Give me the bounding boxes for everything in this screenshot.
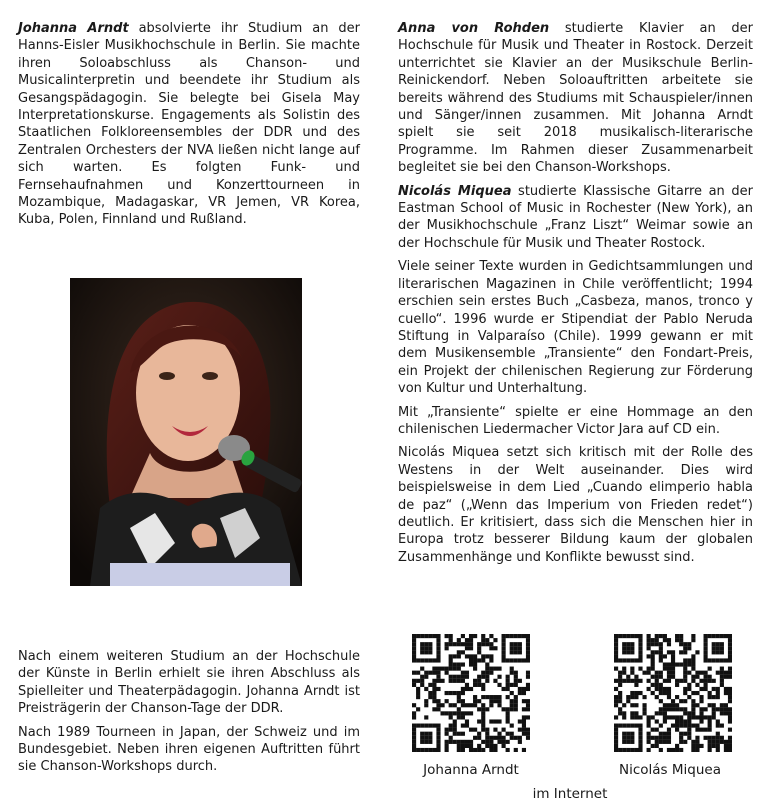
qr-caption-johanna: Johanna Arndt	[423, 762, 519, 778]
qr-code-johanna[interactable]	[412, 634, 530, 752]
paragraph	[398, 20, 753, 177]
qr-caption-internet: im Internet	[532, 786, 608, 802]
singer-photo-illustration	[70, 278, 302, 586]
paragraph: Viele seiner Texte wurden in Gedichtsammlungen und literarischen Magazinen in Chile veröffentlicht; 1994 erschien sein erstes Buch „Casbeza, manos, tronco y cuello“. 1996 wurde er Stipendiat der Pablo Neruda Stiftung in Valparaíso (Chile). 1999 gewann er mit dem Musikensemble „Transiente“ den Fondart-Preis, ein Projekt der chilenischen Regierung zur Förderung von Kultur und Unterhaltung.	[398, 259, 753, 397]
paragraph: Nach einem weiteren Studium an der Hochschule der Künste in Berlin erhielt sie ihren Abschluss als Spielleiter und Theaterpädagogin. Johanna Arndt ist Preisträgerin der Chanson-Tage der DDR.	[18, 649, 360, 717]
paragraph: Mit „Transiente“ spielte er eine Hommage an den chilenischen Liedermacher Victor Jara auf CD ein.	[398, 404, 753, 437]
person-name: Johanna Arndt	[18, 21, 129, 36]
person-name: Nicolás Miquea	[398, 183, 512, 199]
biography-musicians	[398, 20, 753, 572]
biography-johanna-intro	[18, 20, 360, 235]
qr-caption-nicolas: Nicolás Miquea	[619, 762, 721, 778]
paragraph: Nach 1989 Tourneen in Japan, der Schweiz und im Bundesgebiet. Neben ihren eigenen Auftritten führt sie Chanson-Workshops durch.	[18, 724, 360, 775]
paragraph-text: studierte Klavier an der Hochschule für Musik und Theater in Rostock. Derzeit unterrichtet sie Klavier an der Musikschule Berlin-Reinickendorf. Neben Soloauftritten arbeitete sie bereits während des Studiums mit Schauspieler/innen und Sänger/innen zusammen. Mit Johanna Arndt spielt sie seit 2018 musikalisch-literarische Programme. Im Rahmen dieser Zusammenarbeit begleitet sie bei den Chanson-Workshops.	[398, 21, 753, 176]
paragraph: Nicolás Miquea setzt sich kritisch mit der Rolle des Westens in der Welt auseinander. Dies wird beispielsweise in dem Lied „Cuando elimperio habla de paz“ („Wenn das Imperium von Frieden redet“) deutlich. Er kritisiert, dass sich die Menschen hier in Europa trotz besserer Bildung kaum der globalen Zusammenhänge und Konflikte bewusst sind.	[398, 445, 753, 565]
paragraph-text: absolvierte ihr Studium an der Hanns-Eisler Musikhochschule in Berlin. Sie machte ihren Soloabschluss als Chanson- und Musicalinterpretin und beendete ihr Studium als Gesangspädagogin. Sie belegte bei Gisela May Interpretationskurse. Engagements als Solistin des Staatlichen Folkloreensembles der DDR und des Zentralen Orchesters der NVA ließen nicht lange auf sich warten. Es folgten Funk- und Fernsehaufnahmen und Konzerttourneen in Mozambique, Madagaskar, VR Jemen, VR Korea, Kuba, Polen, Finnland und Rußland.	[18, 21, 360, 228]
qr-code-nicolas[interactable]	[614, 634, 732, 752]
paragraph	[398, 183, 753, 253]
person-name: Anna von Rohden	[398, 21, 550, 36]
biography-johanna-continued	[18, 648, 360, 782]
portrait-photo	[70, 278, 302, 586]
paragraph	[18, 20, 360, 229]
paragraph-text: studierte Klassische Gitarre an der Eastman School of Music in Rochester (New York), an der Musikhochschule „Franz Liszt“ Weimar sowie an der Hochschule für Musik und Theater Rostock.	[398, 183, 753, 251]
